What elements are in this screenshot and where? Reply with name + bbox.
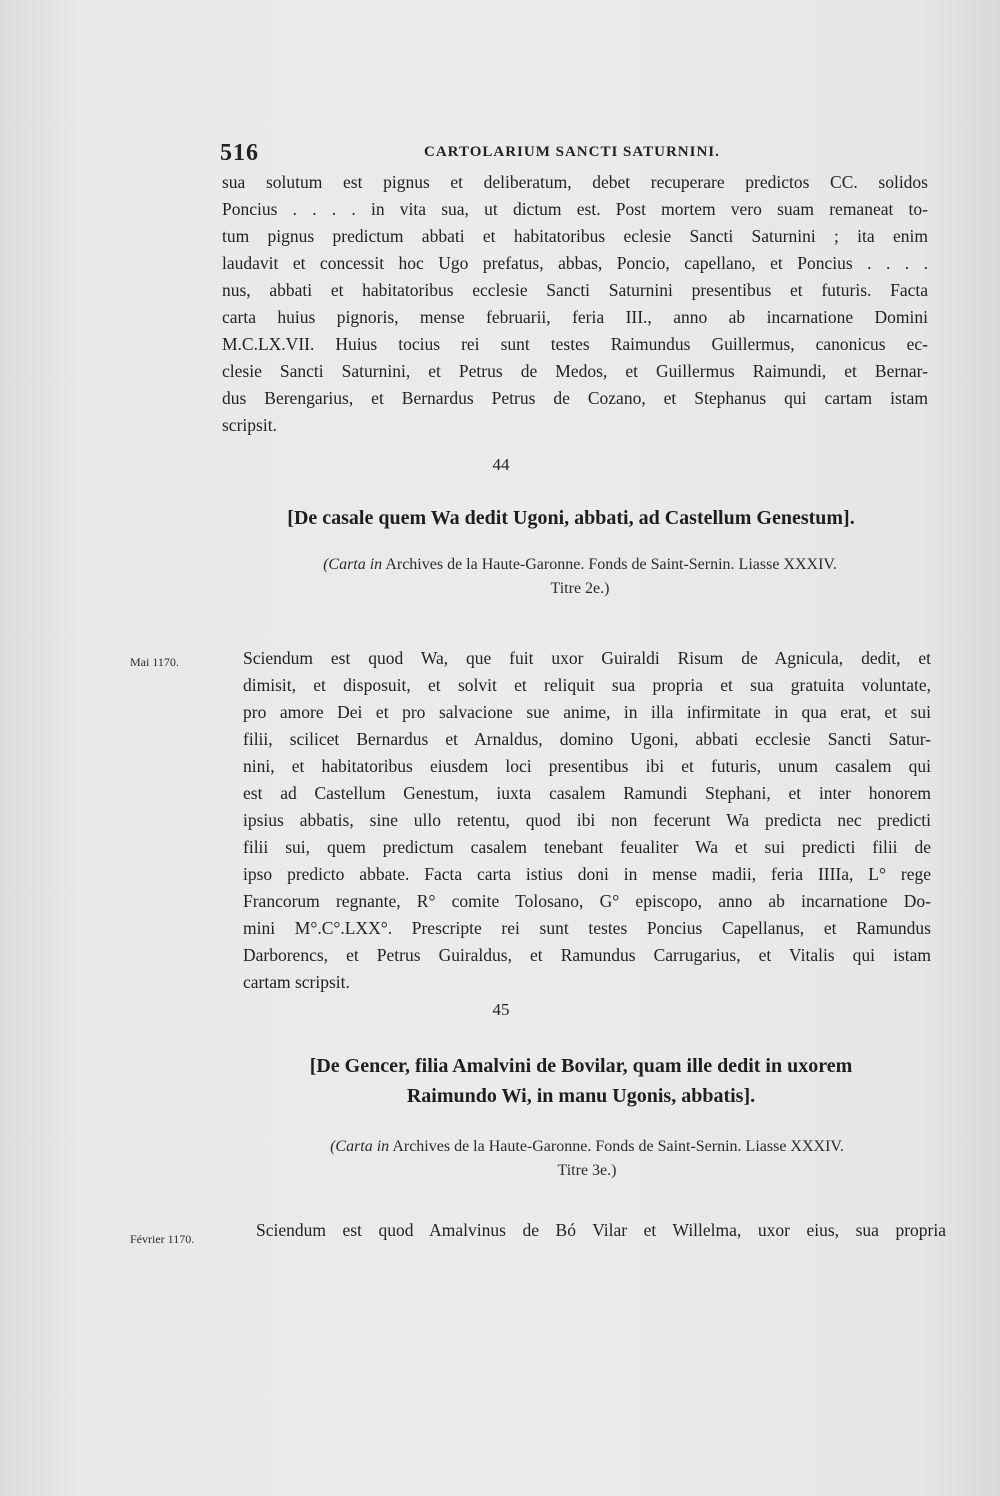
- source-line: [222, 553, 938, 577]
- charter-heading-44: [De casale quem Wa dedit Ugoni, abbati, ad Castellum Genestum].: [287, 507, 855, 529]
- text-line: carta huius pignoris, mense februarii, feria III., anno ab incarnatione Domini: [222, 307, 928, 327]
- running-head: [220, 140, 740, 170]
- text-line: Sciendum est quod Wa, que fuit uxor Guiraldi Risum de Agnicula, dedit, et: [243, 648, 931, 668]
- charter-heading-45: [226, 1051, 936, 1111]
- source-text: Archives de la Haute-Garonne. Fonds de Saint-Sernin. Liasse XXXIV.: [392, 1138, 844, 1155]
- heading-line-2: Raimundo Wi, in manu Ugonis, abbatis].: [406, 1085, 756, 1107]
- text-line: pro amore Dei et pro salvacione sue anime, in illa infirmitate in qua erat, et sui: [243, 702, 931, 722]
- margin-date-44: Mai 1170.: [130, 655, 179, 669]
- source-line-2: Titre 3e.): [557, 1162, 617, 1179]
- source-line: [228, 1135, 946, 1159]
- text-line: nus, abbati et habitatoribus ecclesie Sancti Saturnini presentibus et futuris. Facta: [222, 280, 928, 300]
- margin-date-45: Février 1170.: [130, 1232, 195, 1246]
- text-line: scripsit.: [222, 415, 277, 435]
- text-line: dus Berengarius, et Bernardus Petrus de Cozano, et Stephanus qui cartam istam: [222, 388, 928, 408]
- charter-number-45: 45: [492, 1000, 510, 1019]
- text-line: clesie Sancti Saturnini, et Petrus de Medos, et Guillermus Raimundi, et Bernar-: [222, 361, 928, 381]
- text-line: tum pignus predictum abbati et habitatoribus eclesie Sancti Saturnini ; ita enim: [222, 226, 928, 246]
- text-line: filii, scilicet Bernardus et Arnaldus, domino Ugoni, abbati ecclesie Sancti Satur-: [243, 729, 931, 749]
- text-line: est ad Castellum Genestum, iuxta casalem Ramundi Stephani, et inter honorem: [243, 783, 931, 803]
- charter-source-45: [228, 1135, 946, 1183]
- source-line-2: Titre 2e.): [550, 580, 610, 597]
- charter-text-44: [243, 645, 931, 996]
- text-line: Sciendum est quod Amalvinus de Bó Vilar et Willelma, uxor eius, sua propria: [256, 1220, 946, 1240]
- text-line: filii sui, quem predictum casalem tenebant feualiter Wa et sui predicti filii de: [243, 837, 931, 857]
- text-line: cartam scripsit.: [243, 972, 350, 992]
- text-line: Darborencs, et Petrus Guiraldus, et Ramundus Carrugarius, et Vitalis qui istam: [243, 945, 931, 965]
- charter-number-44: 44: [492, 455, 510, 474]
- text-line: M.C.LX.VII. Huius tocius rei sunt testes Raimundus Guillermus, canonicus ec-: [222, 334, 928, 354]
- text-line: Poncius . . . . in vita sua, ut dictum est. Post mortem vero suam remaneat to-: [222, 199, 928, 219]
- text-line: ipso predicto abbate. Facta carta istius doni in mense madii, feria IIIIa, L° rege: [243, 864, 931, 884]
- text-line: mini M°.C°.LXX°. Prescripte rei sunt testes Poncius Capellanus, et Ramundus: [243, 918, 931, 938]
- text-line: nini, et habitatoribus eiusdem loci presentibus ibi et futuris, unum casalem qui: [243, 756, 931, 776]
- continuation-paragraph: [222, 169, 928, 439]
- page-number: 516: [220, 140, 259, 166]
- text-line: Francorum regnante, R° comite Tolosano, G° episcopo, anno ab incarnatione Do-: [243, 891, 931, 911]
- running-title: CARTOLARIUM SANCTI SATURNINI.: [424, 144, 720, 160]
- text-line: ipsius abbatis, sine ullo retentu, quod ibi non fecerunt Wa predicta nec predicti: [243, 810, 931, 830]
- text-line: dimisit, et disposuit, et solvit et reliquit sua propria et sua gratuita voluntate,: [243, 675, 931, 695]
- source-prefix: (Carta in: [330, 1138, 390, 1155]
- heading-line-1: [De Gencer, filia Amalvini de Bovilar, quam ille dedit in uxorem: [309, 1055, 853, 1077]
- source-prefix: (Carta in: [323, 556, 383, 573]
- source-text: Archives de la Haute-Garonne. Fonds de Saint-Sernin. Liasse XXXIV.: [385, 556, 837, 573]
- text-line: laudavit et concessit hoc Ugo prefatus, abbas, Poncio, capellano, et Poncius . . . .: [222, 253, 928, 273]
- charter-source-44: [222, 553, 938, 601]
- text-line: sua solutum est pignus et deliberatum, debet recuperare predictos CC. solidos: [222, 172, 928, 192]
- charter-text-45: [256, 1217, 946, 1244]
